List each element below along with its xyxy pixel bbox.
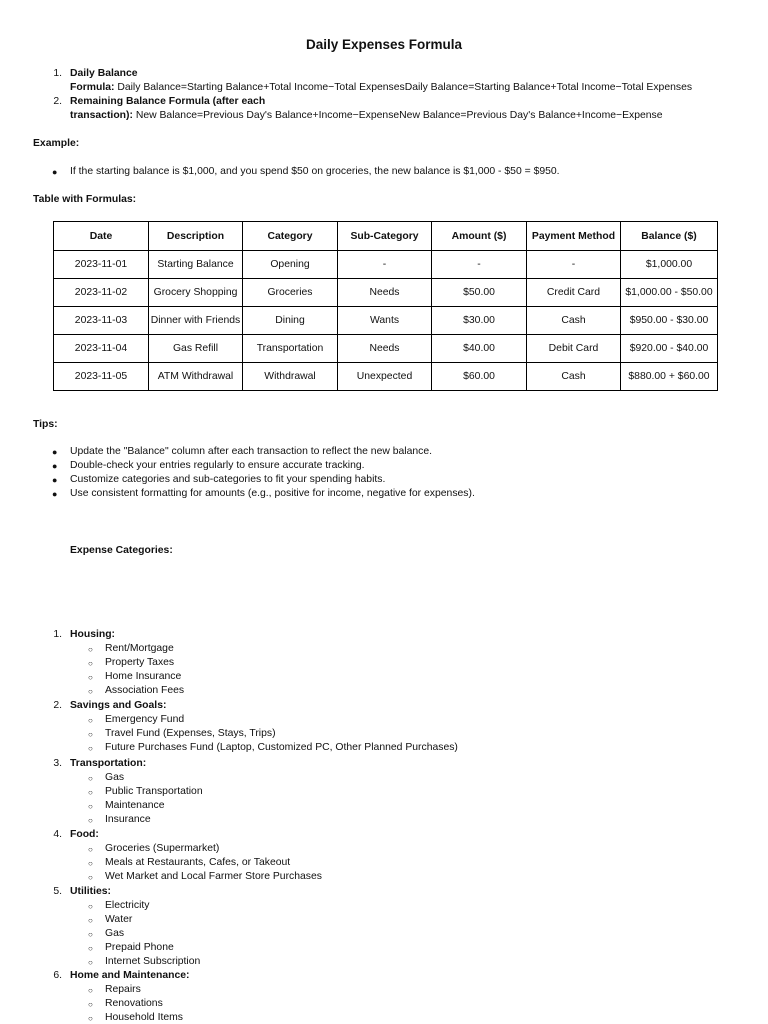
table-row (54, 279, 718, 307)
bullet-icon: ● (52, 167, 58, 177)
circle-bullet-icon: ○ (88, 845, 93, 854)
table-cell: Grocery Shopping (149, 279, 243, 307)
table-heading: Table with Formulas: (33, 194, 137, 205)
bullet-icon: ● (52, 447, 58, 457)
circle-bullet-icon: ○ (88, 659, 93, 668)
table-cell: Unexpected (338, 363, 432, 391)
category-item: Renovations (105, 998, 163, 1009)
table-cell: 2023-11-03 (54, 307, 149, 335)
category-item: Home Insurance (105, 671, 182, 682)
document-title: Daily Expenses Formula (305, 37, 463, 52)
circle-bullet-icon: ○ (88, 958, 93, 967)
category-name: Food: (70, 829, 99, 840)
tip-item: Double-check your entries regularly to ensure accurate tracking. (70, 460, 365, 471)
table-cell: Credit Card (527, 279, 621, 307)
bullet-icon: ● (52, 461, 58, 471)
table-cell: Wants (338, 307, 432, 335)
category-item: Insurance (105, 814, 151, 825)
table-cell: - (527, 251, 621, 279)
category-item: Gas (105, 772, 125, 783)
circle-bullet-icon: ○ (88, 673, 93, 682)
table-cell: Debit Card (527, 335, 621, 363)
table-cell: $1,000.00 (621, 251, 718, 279)
table-cell: $1,000.00 - $50.00 (621, 279, 718, 307)
circle-bullet-icon: ○ (88, 1014, 93, 1023)
circle-bullet-icon: ○ (88, 730, 93, 739)
list-number: 4. (53, 829, 62, 840)
categories-heading: Expense Categories: (70, 545, 173, 556)
table-cell: Cash (527, 363, 621, 391)
table-cell: $60.00 (432, 363, 527, 391)
column-header-payment-method: Payment Method (527, 222, 621, 251)
table-row (54, 363, 718, 391)
table-cell: Groceries (243, 279, 338, 307)
circle-bullet-icon: ○ (88, 986, 93, 995)
circle-bullet-icon: ○ (88, 645, 93, 654)
formula-text: Daily Balance=Starting Balance+Total Income−Total ExpensesDaily Balance=Starting Balance+Total Income−Total Expenses (117, 82, 693, 93)
table-cell: $50.00 (432, 279, 527, 307)
list-number: 1. (53, 68, 62, 79)
tips-heading: Tips: (33, 419, 58, 430)
column-header-date: Date (54, 222, 149, 251)
table-row (54, 307, 718, 335)
table-header-row (54, 222, 718, 251)
tip-item: Customize categories and sub-categories to fit your spending habits. (70, 474, 386, 485)
table-cell: Opening (243, 251, 338, 279)
list-number: 2. (53, 700, 62, 711)
circle-bullet-icon: ○ (88, 944, 93, 953)
circle-bullet-icon: ○ (88, 816, 93, 825)
category-name: Housing: (70, 629, 116, 640)
table-cell: $880.00 + $60.00 (621, 363, 718, 391)
example-text: If the starting balance is $1,000, and you spend $50 on groceries, the new balance is $1,000 - $50 = $950. (70, 166, 560, 177)
column-header-sub-category: Sub-Category (338, 222, 432, 251)
table-cell: Needs (338, 335, 432, 363)
category-name: Savings and Goals: (70, 700, 167, 711)
category-item: Future Purchases Fund (Laptop, Customized PC, Other Planned Purchases) (105, 742, 458, 753)
category-item: Public Transportation (105, 786, 203, 797)
category-item: Household Items (105, 1012, 183, 1023)
table-cell: $950.00 - $30.00 (621, 307, 718, 335)
circle-bullet-icon: ○ (88, 902, 93, 911)
table-cell: 2023-11-01 (54, 251, 149, 279)
list-number: 6. (53, 970, 62, 981)
table-row (54, 251, 718, 279)
category-item: Rent/Mortgage (105, 643, 174, 654)
table-cell: Dining (243, 307, 338, 335)
category-item: Water (105, 914, 133, 925)
table-cell: 2023-11-05 (54, 363, 149, 391)
formula-line (70, 82, 692, 93)
circle-bullet-icon: ○ (88, 916, 93, 925)
category-name: Home and Maintenance: (70, 970, 190, 981)
expenses-table (53, 221, 718, 391)
circle-bullet-icon: ○ (88, 687, 93, 696)
column-header-balance: Balance ($) (621, 222, 718, 251)
category-item: Maintenance (105, 800, 165, 811)
category-item: Property Taxes (105, 657, 175, 668)
table-cell: 2023-11-04 (54, 335, 149, 363)
category-item: Gas (105, 928, 125, 939)
formula-label: Formula: (70, 82, 115, 93)
category-name: Transportation: (70, 758, 147, 769)
category-item: Association Fees (105, 685, 185, 696)
category-item: Prepaid Phone (105, 942, 174, 953)
circle-bullet-icon: ○ (88, 774, 93, 783)
table-cell: ATM Withdrawal (149, 363, 243, 391)
category-item: Emergency Fund (105, 714, 185, 725)
table-cell: $920.00 - $40.00 (621, 335, 718, 363)
table-row (54, 335, 718, 363)
circle-bullet-icon: ○ (88, 859, 93, 868)
formula-label: transaction): (70, 110, 133, 121)
formula-name: Remaining Balance Formula (after each (70, 96, 266, 107)
formula-name: Daily Balance (70, 68, 138, 79)
formula-text: New Balance=Previous Day's Balance+Income−ExpenseNew Balance=Previous Day's Balance+Income−Expense (135, 110, 663, 121)
table-cell: Dinner with Friends (149, 307, 243, 335)
list-number: 2. (53, 96, 62, 107)
category-item: Internet Subscription (105, 956, 201, 967)
list-number: 3. (53, 758, 62, 769)
category-item: Groceries (Supermarket) (105, 843, 220, 854)
table-cell: - (432, 251, 527, 279)
circle-bullet-icon: ○ (88, 788, 93, 797)
circle-bullet-icon: ○ (88, 1000, 93, 1009)
table-cell: Cash (527, 307, 621, 335)
formula-line (70, 110, 663, 121)
circle-bullet-icon: ○ (88, 744, 93, 753)
circle-bullet-icon: ○ (88, 930, 93, 939)
example-heading: Example: (33, 138, 80, 149)
table-cell: Gas Refill (149, 335, 243, 363)
table-cell: Needs (338, 279, 432, 307)
table-cell: 2023-11-02 (54, 279, 149, 307)
tip-item: Use consistent formatting for amounts (e.g., positive for income, negative for expenses). (70, 488, 475, 499)
category-item: Electricity (105, 900, 150, 911)
circle-bullet-icon: ○ (88, 716, 93, 725)
category-item: Repairs (105, 984, 141, 995)
table-cell: $30.00 (432, 307, 527, 335)
circle-bullet-icon: ○ (88, 802, 93, 811)
tip-item: Update the "Balance" column after each transaction to reflect the new balance. (70, 446, 433, 457)
table-cell: - (338, 251, 432, 279)
category-name: Utilities: (70, 886, 111, 897)
bullet-icon: ● (52, 489, 58, 499)
table-cell: Withdrawal (243, 363, 338, 391)
category-item: Wet Market and Local Farmer Store Purchases (105, 871, 322, 882)
table-cell: $40.00 (432, 335, 527, 363)
column-header-amount: Amount ($) (432, 222, 527, 251)
list-number: 1. (53, 629, 62, 640)
table-cell: Transportation (243, 335, 338, 363)
table-cell: Starting Balance (149, 251, 243, 279)
column-header-description: Description (149, 222, 243, 251)
circle-bullet-icon: ○ (88, 873, 93, 882)
bullet-icon: ● (52, 475, 58, 485)
list-number: 5. (53, 886, 62, 897)
category-item: Travel Fund (Expenses, Stays, Trips) (105, 728, 276, 739)
column-header-category: Category (243, 222, 338, 251)
category-item: Meals at Restaurants, Cafes, or Takeout (105, 857, 291, 868)
